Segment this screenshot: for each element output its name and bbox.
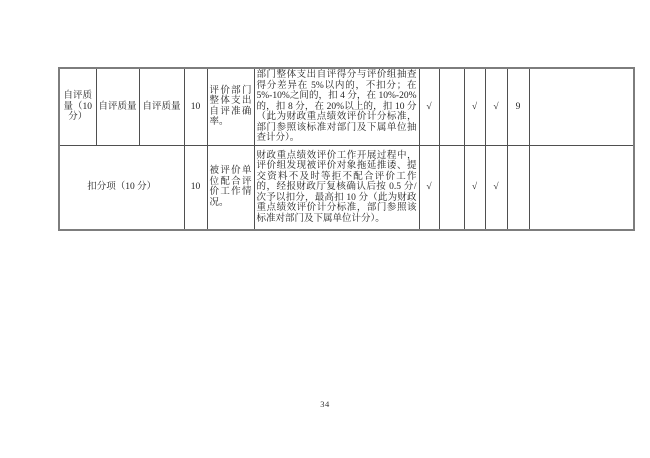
- check-cell-2: [439, 68, 464, 145]
- sub-indicator-cell: 自评质量: [139, 68, 184, 145]
- check-cell-4: √: [485, 68, 507, 145]
- score-cell: 10: [184, 68, 207, 145]
- check-cell-1: √: [419, 68, 439, 145]
- category-cell: 自评质量（10 分）: [59, 68, 96, 145]
- evaluation-score-table: [58, 67, 635, 231]
- remark-cell: [529, 68, 634, 145]
- indicator-cell: 被评价单位配合评价工作情况。: [207, 145, 254, 230]
- check-cell-3: √: [464, 145, 485, 230]
- check-cell-3: √: [464, 68, 485, 145]
- check-cell-2: [439, 145, 464, 230]
- indicator-cell: 评价部门整体支出自评准确率。: [207, 68, 254, 145]
- criteria-cell: 部门整体支出自评得分与评价组抽查得分差异在 5%以内的，不扣分；在 5%-10%之间的，扣 4 分，在 10%-20%的，扣 8 分，在 20%以上的，扣 10 分（此为财政重点绩效评价计分标准，部门参照该标准对部门及下属单位抽查计分）。: [254, 68, 419, 145]
- category-cell: 扣分项（10 分）: [59, 145, 184, 230]
- score-cell: 10: [184, 145, 207, 230]
- table-row: [59, 68, 634, 145]
- page-number: 34: [320, 399, 330, 409]
- check-cell-4: √: [485, 145, 507, 230]
- subcategory-cell: 自评质量: [96, 68, 139, 145]
- remark-cell: [529, 145, 634, 230]
- value-cell: 9: [507, 68, 529, 145]
- table-row: [59, 145, 634, 230]
- value-cell: [507, 145, 529, 230]
- check-cell-1: √: [419, 145, 439, 230]
- criteria-cell: 财政重点绩效评价工作开展过程中，评价组发现被评价对象拖延推诿、提交资料不及时等拒不配合评价工作的，经报财政厅复核确认后按 0.5 分/次予以扣分，最高扣 10 分（此为财政重点绩效评价计分标准，部门参照该标准对部门及下属单位计分）。: [254, 145, 419, 230]
